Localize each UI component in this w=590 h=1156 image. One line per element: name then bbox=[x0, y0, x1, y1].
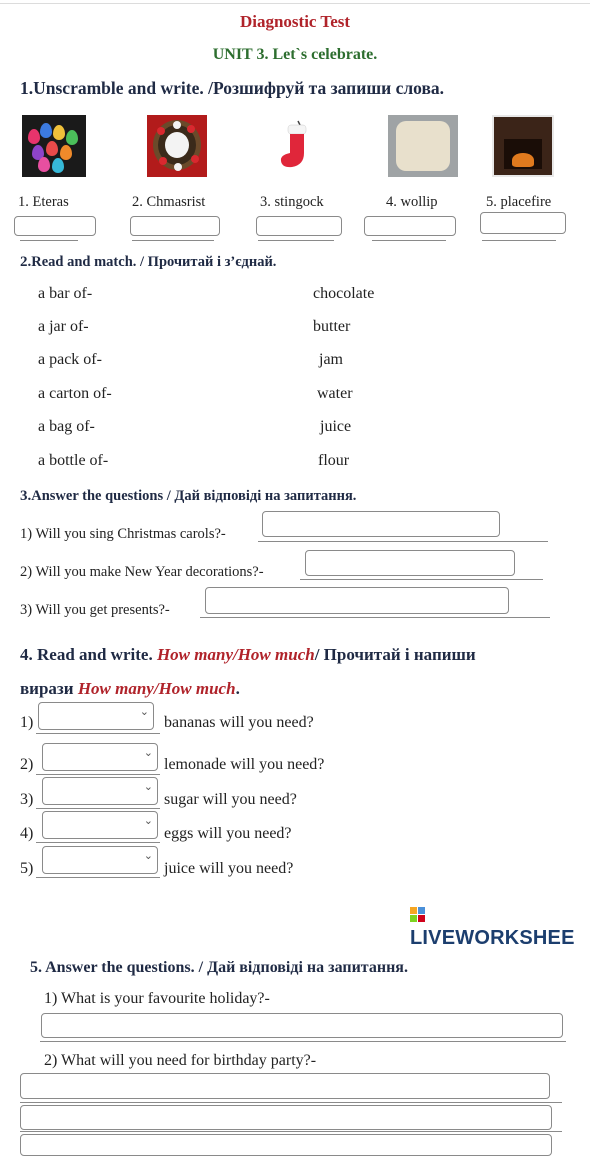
easter-eggs-image bbox=[22, 115, 86, 177]
section2-heading bbox=[20, 254, 276, 271]
answer-underline bbox=[40, 1041, 566, 1042]
item-text: eggs will you need? bbox=[164, 825, 292, 842]
section3-heading bbox=[20, 488, 356, 505]
match-right-item[interactable]: chocolate bbox=[313, 285, 375, 302]
answer-underline bbox=[200, 617, 550, 618]
item-text: bananas will you need? bbox=[164, 714, 314, 731]
chevron-down-icon: ⌄ bbox=[143, 781, 153, 793]
section2-number: 2. bbox=[20, 254, 32, 270]
answer-underline bbox=[20, 1131, 562, 1132]
answer-underline bbox=[36, 808, 160, 809]
chevron-down-icon: ⌄ bbox=[143, 815, 153, 827]
match-left-item[interactable]: a jar of- bbox=[38, 318, 89, 335]
liveworksheets-brand bbox=[410, 904, 590, 950]
item-number: 5) bbox=[20, 860, 34, 877]
answer-underline bbox=[300, 579, 543, 580]
answer-underline bbox=[20, 1102, 562, 1103]
match-left-item[interactable]: a bar of- bbox=[38, 285, 93, 302]
answer-input-q5-1[interactable] bbox=[41, 1013, 563, 1038]
section4-heading bbox=[20, 638, 580, 706]
item-text: lemonade will you need? bbox=[164, 756, 325, 773]
how-many-select-4[interactable] bbox=[42, 811, 158, 839]
christmas-wreath-image bbox=[147, 115, 207, 177]
chevron-down-icon: ⌄ bbox=[143, 850, 153, 862]
answer-underline bbox=[36, 842, 160, 843]
answer-input-1[interactable] bbox=[14, 216, 96, 236]
match-right-item[interactable]: jam bbox=[319, 351, 343, 368]
stocking-image bbox=[270, 115, 320, 177]
answer-underline bbox=[258, 541, 548, 542]
how-many-select-1[interactable] bbox=[38, 702, 154, 730]
scrambled-word: 3. stingock bbox=[260, 194, 324, 210]
answer-input-2[interactable] bbox=[130, 216, 220, 236]
match-right-item[interactable]: water bbox=[317, 385, 353, 402]
answer-underline bbox=[36, 877, 160, 878]
scrambled-word: 1. Eteras bbox=[18, 194, 69, 210]
answer-underline bbox=[36, 774, 160, 775]
question-text: 2) Will you make New Year decorations?- bbox=[20, 564, 264, 580]
how-many-select-5[interactable] bbox=[42, 846, 158, 874]
item-text: sugar will you need? bbox=[164, 791, 297, 808]
answer-input-q3-2[interactable] bbox=[305, 550, 515, 576]
section3-heading-text: Answer the questions / Дай відповіді на запитання. bbox=[31, 488, 357, 504]
section4-heading-part: 4. Read and write. bbox=[20, 645, 157, 664]
scrambled-word: 2. Chmasrist bbox=[132, 194, 206, 210]
question-text: 1) What is your favourite holiday?- bbox=[44, 990, 270, 1007]
answer-input-q5-3[interactable] bbox=[20, 1105, 552, 1130]
how-many-select-3[interactable] bbox=[42, 777, 158, 805]
scrambled-word: 5. placefire bbox=[486, 194, 552, 210]
match-right-item[interactable]: flour bbox=[318, 452, 350, 469]
match-right-item[interactable]: juice bbox=[320, 418, 352, 435]
match-left-item[interactable]: a pack of- bbox=[38, 351, 102, 368]
section1-heading-text: Unscramble and write. /Розшифруй та запиши слова. bbox=[33, 78, 445, 98]
fireplace-image bbox=[492, 115, 554, 177]
answer-input-q3-3[interactable] bbox=[205, 587, 509, 614]
section1-heading bbox=[20, 78, 444, 99]
match-left-item[interactable]: a bottle of- bbox=[38, 452, 109, 469]
answer-underline bbox=[482, 240, 556, 241]
question-text: 1) Will you sing Christmas carols?- bbox=[20, 526, 226, 542]
top-divider bbox=[0, 3, 590, 4]
section3-number: 3. bbox=[20, 488, 32, 504]
answer-underline bbox=[132, 240, 214, 241]
section4-heading-part: вирази bbox=[20, 679, 78, 698]
unit-title: UNIT 3. Let`s celebrate. bbox=[212, 46, 378, 63]
answer-underline bbox=[372, 240, 446, 241]
item-number: 1) bbox=[20, 714, 34, 731]
answer-underline bbox=[36, 733, 160, 734]
item-number: 3) bbox=[20, 791, 34, 808]
answer-underline bbox=[20, 240, 78, 241]
test-title: Diagnostic Test bbox=[239, 12, 351, 31]
liveworksheets-logo-icon bbox=[410, 907, 425, 922]
item-text: juice will you need? bbox=[164, 860, 294, 877]
chevron-down-icon: ⌄ bbox=[143, 747, 153, 759]
answer-input-4[interactable] bbox=[364, 216, 456, 236]
brand-text: LIVEWORKSHEE bbox=[410, 927, 575, 949]
pillow-image bbox=[388, 115, 458, 177]
section2-heading-text: Read and match. / Прочитай і з’єднай. bbox=[31, 254, 277, 270]
match-left-item[interactable]: a bag of- bbox=[38, 418, 95, 435]
section5-heading: 5. Answer the questions. / Дай відповіді на запитання. bbox=[30, 959, 408, 976]
item-number: 2) bbox=[20, 756, 34, 773]
item-number: 4) bbox=[20, 825, 34, 842]
section4-accent: How many/How much bbox=[77, 679, 236, 698]
section1-number: 1. bbox=[20, 78, 34, 98]
question-text: 3) Will you get presents?- bbox=[20, 602, 170, 618]
section4-heading-part: . bbox=[235, 679, 240, 698]
match-left-item[interactable]: a carton of- bbox=[38, 385, 112, 402]
section4-accent: How many/How much bbox=[156, 645, 315, 664]
answer-input-q5-2[interactable] bbox=[20, 1073, 550, 1099]
answer-input-q5-4[interactable] bbox=[20, 1134, 552, 1156]
answer-underline bbox=[258, 240, 334, 241]
how-many-select-2[interactable] bbox=[42, 743, 158, 771]
chevron-down-icon: ⌄ bbox=[139, 706, 149, 718]
answer-input-5[interactable] bbox=[480, 212, 566, 234]
answer-input-q3-1[interactable] bbox=[262, 511, 500, 537]
section4-heading-part: / Прочитай і напиши bbox=[314, 645, 476, 664]
answer-input-3[interactable] bbox=[256, 216, 342, 236]
match-right-item[interactable]: butter bbox=[313, 318, 351, 335]
question-text: 2) What will you need for birthday party?- bbox=[44, 1052, 317, 1069]
scrambled-word: 4. wollip bbox=[386, 194, 438, 210]
